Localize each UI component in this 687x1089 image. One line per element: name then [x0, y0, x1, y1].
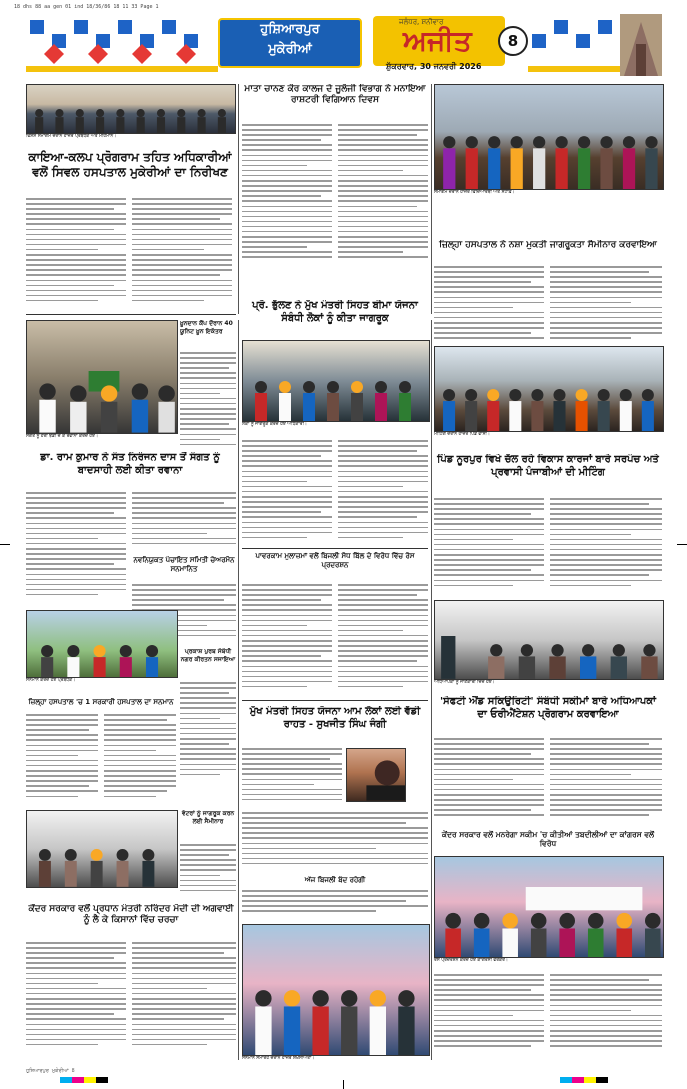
- headline-dr-ram: ਡਾ. ਰਾਮ ਕੁਮਾਰ ਨੇ ਸੰਤ ਨਿਰੰਜਨ ਦਾਸ ਤੋਂ ਸੰਗਤ ਨੂੰ ਬਾਦਸਾਹੀ ਲਈ ਕੀਤਾ ਰਵਾਨਾ: [40, 452, 220, 476]
- caption-8: ਰੋਸ ਪ੍ਰਦਰਸ਼ਨ ਕਰਦੇ ਹੋਏ ਕਾਂਗਰਸੀ ਵਰਕਰ।: [434, 958, 508, 963]
- article-zila-award-col2: [104, 714, 176, 806]
- crop-mark-bottom: [343, 1080, 344, 1089]
- headline-cm-scheme: ਮੁੱਖ ਮੰਤਰੀ ਸਿਹਤ ਯੋਜਨਾ ਆਮ ਲੋਕਾਂ ਲਈ ਵੱਡੀ ਰਾਹਤ - ਸੁਖਜੀਤ ਸਿੰਘ ਜੰਗੀ: [249, 706, 421, 730]
- city-line-2: ਮੁਕੇਰੀਆਂ: [268, 42, 312, 57]
- article-power-cut: [242, 890, 428, 920]
- article-cm-scheme-col2: [242, 812, 428, 872]
- article-cm-health-col2: [338, 440, 428, 544]
- headline-pind-meeting: ਪਿੰਡ ਨੂਰਪੁਰ ਵਿਖੇ ਚੱਲ ਰਹੇ ਵਿਕਾਸ ਕਾਰਜਾਂ ਬਾਰੇ ਸਰਪੰਚ ਅਤੇ ਪ੍ਰਵਾਸੀ ਪੰਜਾਬੀਆਂ ਦੀ ਮੀਟਿੰਗ: [437, 454, 659, 478]
- color-swatch-cyan: [560, 1077, 572, 1083]
- article-pind-col2: [550, 498, 662, 594]
- caption-3: ਸੰਗਤ ਨੂੰ ਹਰੀ ਝੰਡੀ ਦੇ ਕੇ ਰਵਾਨਾ ਕਰਦੇ ਹੋਏ।: [26, 434, 99, 439]
- masthead-pattern-left: [26, 14, 218, 76]
- column-rule: [238, 84, 239, 314]
- masthead: [26, 14, 662, 76]
- photo-protest: [434, 856, 664, 958]
- edition-line: ਜਲੰਧਰ, ਸ਼ਨੀਵਾਰ: [399, 18, 444, 26]
- article-kendar-col1: [434, 974, 544, 1058]
- issue-date: ਸ਼ੁੱਕਰਵਾਰ, 30 ਜਨਵਰੀ 2026: [386, 62, 482, 71]
- article-safety-col2: [550, 738, 662, 826]
- section-rule: [26, 314, 236, 315]
- caption-5: ਮੀਟਿੰਗ ਦੌਰਾਨ ਹਾਜ਼ਰ ਪਿੰਡ ਵਾਸੀ।: [434, 432, 490, 437]
- article-nagar-kirtan: [180, 682, 236, 782]
- caption-4: ਲੋਕਾਂ ਨੂੰ ਜਾਗਰੂਕ ਕਰਦੇ ਹੋਏ ਅਧਿਕਾਰੀ।: [242, 422, 307, 427]
- headline-police: ਕੇਂਦਰ ਸਰਕਾਰ ਵਲੋਂ ਪ੍ਰਧਾਨ ਮੰਤਰੀ ਨਰਿੰਦਰ ਮੋਦੀ ਦੀ ਅਗਵਾਈ ਨੂੰ ਲੈ ਕੇ ਕਿਸਾਨਾਂ ਵਿੱਚ ਚਰਚਾ: [28, 904, 234, 926]
- article-voter: [180, 844, 236, 900]
- color-swatch-black: [96, 1077, 108, 1083]
- headline-panchayat: ਨਵਨਿਯੁਕਤ ਪੰਚਾਇਤ ਸਮਿਤੀ ਚੇਅਰਮੈਨ ਸਨਮਾਨਿਤ: [133, 556, 235, 573]
- headline-cm-health: ਪ੍ਰੋ. ਭੁੱਲਣ ਨੇ ਮੁੱਖ ਮੰਤਰੀ ਸਿਹਤ ਬੀਮਾ ਯੋਜਨਾ ਸੰਬੰਧੀ ਲੋਕਾਂ ਨੂੰ ਕੀਤਾ ਜਾਗਰੂਕ: [252, 300, 418, 324]
- column-rule: [431, 320, 432, 1060]
- city-line-1: ਹੁਸ਼ਿਆਰਪੁਰ: [260, 22, 320, 37]
- page-number: 8: [498, 26, 528, 56]
- section-rule: [242, 548, 428, 549]
- caption-2: ਸਮਾਗਮ ਦੌਰਾਨ ਹਾਜ਼ਰ ਵਿਦਿਆਰਥੀ ਅਤੇ ਸਟਾਫ਼।: [434, 190, 515, 195]
- photo-police: [26, 810, 178, 888]
- photo-award-stage: [242, 924, 430, 1056]
- article-police-col1: [26, 942, 126, 1054]
- city-banner: [218, 18, 362, 68]
- article-powercom-col1: [242, 584, 332, 694]
- headline-nagar-kirtan: ਪ੍ਰਕਾਸ਼ ਪੁਰਬ ਸੰਬੰਧੀ ਨਗਰ ਕੀਰਤਨ ਸਜਾਇਆ: [180, 648, 236, 663]
- caption-9: ਸਨਮਾਨ ਸਮਾਰੋਹ ਦੌਰਾਨ ਹਾਜ਼ਰ ਸ਼ਖ਼ਸੀਅਤਾਂ।: [242, 1056, 315, 1061]
- article-dr-ram-col1: [26, 492, 126, 602]
- article-kaya-kalp-col2: [132, 198, 232, 308]
- article-college-col2: [338, 124, 428, 264]
- column-rule: [431, 84, 432, 314]
- headline-blood-camp: ਖ਼ੂਨਦਾਨ ਕੈਂਪ ਦੌਰਾਨ 40 ਯੂਨਿਟ ਖ਼ੂਨ ਇਕੱਤਰ: [180, 320, 233, 335]
- article-pind-col1: [434, 498, 544, 594]
- article-zila-col2: [550, 266, 662, 342]
- caption-6: ਸਨਮਾਨ ਕਰਦੇ ਹੋਏ ਪ੍ਰਬੰਧਕ।: [26, 678, 76, 683]
- article-safety-col1: [434, 738, 544, 826]
- article-zila-col1: [434, 266, 544, 342]
- print-slug: 18 dhs 88 aa gen 01 ind 18/36/86 18 11 33 Page 1: [14, 4, 159, 10]
- section-rule: [242, 700, 428, 701]
- masthead-pattern-right: [528, 14, 662, 76]
- color-swatch-magenta: [572, 1077, 584, 1083]
- caption-7: ਅਧਿਆਪਕਾਂ ਨੂੰ ਜਾਣਕਾਰੀ ਦਿੰਦੇ ਹੋਏ।: [434, 680, 495, 685]
- photo-cm-health: [242, 340, 430, 422]
- crop-mark-right: [677, 544, 687, 545]
- article-police-col2: [132, 942, 236, 1054]
- paper-name: ਅਜੀਤ: [403, 24, 472, 57]
- color-swatch-yellow: [584, 1077, 596, 1083]
- article-kaya-kalp-col1: [26, 198, 126, 308]
- headline-safety: 'ਸੇਫਟੀ ਐਂਡ ਸਕਿਉਰਿਟੀ' ਸੰਬੰਧੀ ਸਕੀਮਾਂ ਬਾਰੇ ਅਧਿਆਪਕਾਂ ਦਾ ਓਰੀਐਂਟੇਸ਼ਨ ਪ੍ਰੋਗਰਾਮ ਕਰਵਾਇਆ: [440, 696, 656, 720]
- page-footer: ਹੁਸ਼ਿਆਰਪੁਰ ਮੁਕੇਰੀਆਂ 8: [26, 1068, 75, 1074]
- article-dr-ram-col2: [132, 492, 236, 552]
- caption-1: ਵਿਸ਼ੇਸ਼ ਸਮਾਗਮ ਦੌਰਾਨ ਹਾਜ਼ਰ ਪ੍ਰਬੰਧਕ ਅਤੇ ਮਹਿਮਾਨ।: [26, 134, 117, 139]
- headline-kaya-kalp: ਕਾਇਆ-ਕਲਪ ਪ੍ਰੋਗਰਾਮ ਤਹਿਤ ਅਧਿਕਾਰੀਆਂ ਵਲੋਂ ਸਿਵਲ ਹਸਪਤਾਲ ਮੁਕੇਰੀਆਂ ਦਾ ਨਿਰੀਖਣ: [28, 150, 232, 179]
- color-swatch-magenta: [72, 1077, 84, 1083]
- photo-felicitation: [26, 610, 178, 678]
- headline-power-cut: ਅੱਜ ਬਿਜਲੀ ਬੰਦ ਰਹੇਗੀ: [304, 876, 366, 884]
- article-college-col1: [242, 124, 332, 264]
- article-cm-scheme-col1: [242, 748, 342, 808]
- article-zila-award-col1: [26, 714, 98, 806]
- article-cm-health-col1: [242, 440, 332, 544]
- photo-flag-off: [26, 320, 178, 434]
- masthead-center: [218, 16, 528, 66]
- headline-zila-hospital: ਜ਼ਿਲ੍ਹਾ ਹਸਪਤਾਲ ਨੇ ਨਸ਼ਾ ਮੁਕਤੀ ਜਾਗਰੂਕਤਾ ਸੈਮੀਨਾਰ ਕਰਵਾਇਆ: [439, 240, 657, 250]
- color-swatch-yellow: [84, 1077, 96, 1083]
- photo-meeting: [434, 346, 664, 432]
- article-powercom-col2: [338, 584, 428, 694]
- photo-event-group: [26, 84, 236, 134]
- headline-powercom: ਪਾਵਰਕਾਮ ਮੁਲਾਜ਼ਮਾਂ ਵਲੋਂ ਬਿਜਲੀ ਸੋਧ ਬਿੱਲ ਦੇ ਵਿਰੋਧ ਵਿੱਚ ਰੋਸ ਪ੍ਰਦਰਸ਼ਨ: [255, 552, 415, 569]
- column-rule: [238, 320, 239, 1060]
- paper-logo: [373, 16, 505, 66]
- photo-college-group: [434, 84, 664, 190]
- photo-safety-class: [434, 600, 664, 680]
- headline-kendar: ਕੇਂਦਰ ਸਰਕਾਰ ਵਲੋਂ ਮਨਰੇਗਾ ਸਕੀਮ 'ਚ ਕੀਤੀਆਂ ਤਬਦੀਲੀਆਂ ਦਾ ਕਾਂਗਰਸ ਵਲੋਂ ਵਿਰੋਧ: [441, 830, 655, 849]
- crop-mark-left: [0, 544, 10, 545]
- headline-madhya-college: ਮਾਤਾ ਚਾਨਣ ਕੌਰ ਕਾਲਜ ਦੇ ਜੂਲੋਜੀ ਵਿਭਾਗ ਨੇ ਮਨਾਇਆ ਰਾਸ਼ਟਰੀ ਵਿਗਿਆਨ ਦਿਵਸ: [244, 84, 426, 106]
- color-swatch-black: [596, 1077, 608, 1083]
- article-blood-camp: [180, 352, 236, 452]
- photo-portrait: [346, 748, 406, 802]
- article-kendar-col2: [550, 974, 662, 1058]
- headline-zila-award: ਜ਼ਿਲ੍ਹਾ ਹਸਪਤਾਲ 'ਚ 1 ਸਰਕਾਰੀ ਹਸਪਤਾਲ ਦਾ ਸਨਮਾਨ: [28, 698, 174, 706]
- color-swatch-cyan: [60, 1077, 72, 1083]
- headline-voter: ਵੋਟਰਾਂ ਨੂੰ ਜਾਗਰੂਕ ਕਰਨ ਲਈ ਸੈਮੀਨਾਰ: [181, 810, 235, 825]
